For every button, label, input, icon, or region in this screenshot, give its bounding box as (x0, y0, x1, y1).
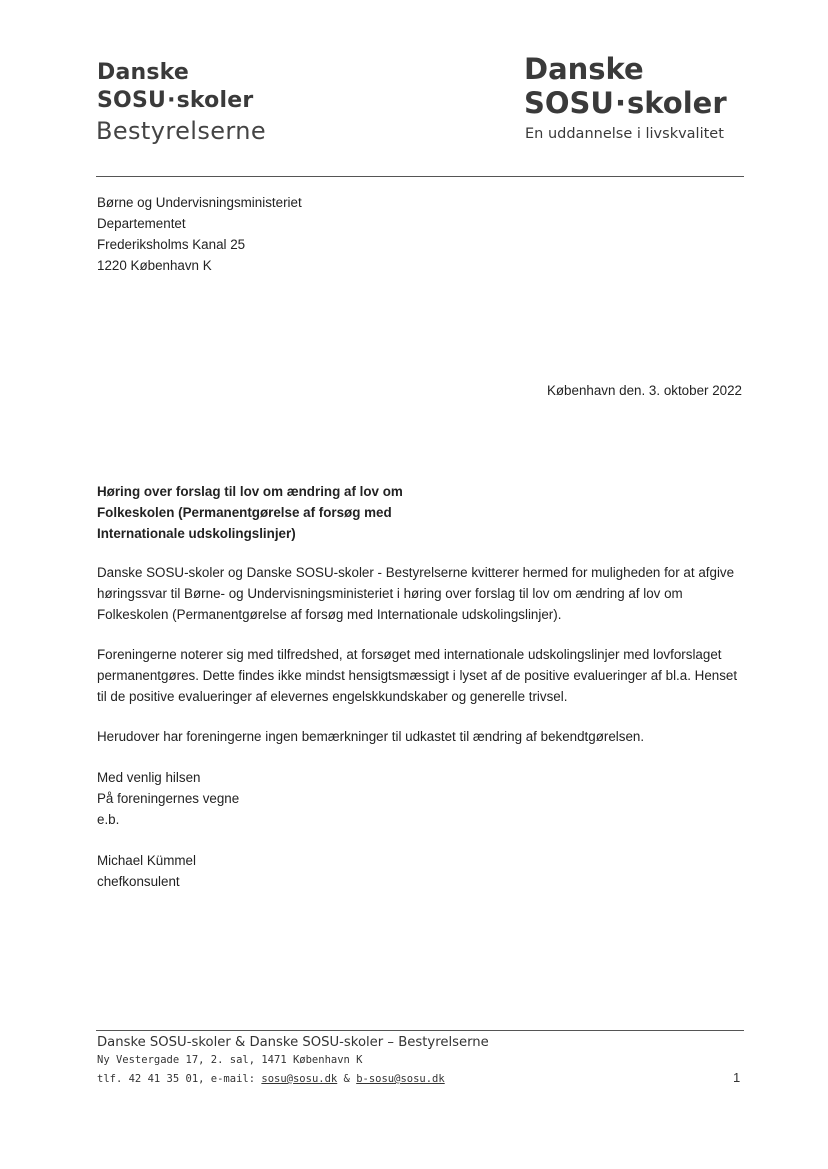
footer-address: Ny Vestergade 17, 2. sal, 1471 København K (97, 1054, 363, 1066)
footer-divider (96, 1030, 744, 1031)
paragraph-line: Foreningerne noterer sig med tilfredshed, at forsøget med internationale udskolingslinjer med lovforslaget (97, 647, 722, 662)
paragraph-line: høringssvar til Børne- og Undervisningsministeriet i høring over forslag til lov om ændring af lov om (97, 586, 683, 601)
subject-line: Høring over forslag til lov om ændring af lov om (97, 484, 403, 499)
footer-amp: & (337, 1073, 357, 1085)
left-logo-sosu: SOSU (97, 88, 167, 113)
paragraph-line: til de positive evalueringer af elevernes engelskkundskaber og generelle trivsel. (97, 689, 568, 704)
subject-line: Folkeskolen (Permanentgørelse af forsøg med (97, 505, 392, 520)
left-logo-skoler: skoler (176, 88, 254, 113)
closing-line: Med venlig hilsen (97, 770, 201, 785)
email-link-sosu[interactable]: sosu@sosu.dk (261, 1073, 338, 1085)
left-logo-subtitle: Bestyrelserne (96, 117, 267, 145)
recipient-address (97, 192, 302, 276)
recipient-line: 1220 København K (97, 258, 212, 273)
left-logo-dot: · (167, 88, 176, 113)
right-logo-tagline: En uddannelse i livskvalitet (525, 126, 724, 142)
right-logo-line2 (524, 86, 727, 120)
paragraph-line: permanentgøres. Dette findes ikke mindst hensigtsmæssigt i lyset af de positive evalueringer af bl.a. Henset (97, 668, 738, 683)
header-divider (96, 176, 744, 177)
signer-block (97, 850, 196, 892)
closing-line: På foreningernes vegne (97, 791, 240, 806)
letter-subject (97, 481, 403, 544)
paragraph-line: Herudover har foreningerne ingen bemærkninger til udkastet til ændring af bekendtgørelsen. (97, 729, 645, 744)
paragraph-line: Danske SOSU-skoler og Danske SOSU-skoler - Bestyrelserne kvitterer hermed for muligheden for at afgive (97, 565, 735, 580)
left-logo-line1: Danske (97, 60, 190, 85)
body-paragraph-3 (97, 726, 644, 747)
right-logo-sosu: SOSU (524, 86, 614, 120)
subject-line: Internationale udskolingslinjer) (97, 526, 296, 541)
right-logo-dot: · (614, 86, 627, 120)
footer-contact (97, 1073, 445, 1085)
footer-phone: tlf. 42 41 35 01, e-mail: (97, 1073, 262, 1085)
letter-date: København den. 3. oktober 2022 (546, 383, 742, 398)
closing-block (97, 767, 239, 830)
recipient-line: Departementet (97, 216, 186, 231)
right-logo-skoler: skoler (627, 86, 727, 120)
signer-name: Michael Kümmel (97, 853, 196, 868)
page-number: 1 (733, 1070, 741, 1085)
left-logo-line2 (97, 88, 253, 113)
body-paragraph-2 (97, 644, 737, 707)
signer-title: chefkonsulent (97, 874, 180, 889)
email-link-b-sosu[interactable]: b-sosu@sosu.dk (356, 1073, 445, 1085)
recipient-line: Frederiksholms Kanal 25 (97, 237, 246, 252)
recipient-line: Børne og Undervisningsministeriet (97, 195, 302, 210)
right-logo-line1: Danske (524, 52, 644, 86)
closing-line: e.b. (97, 812, 120, 827)
paragraph-line: Folkeskolen (Permanentgørelse af forsøg med Internationale udskolingslinjer). (97, 607, 562, 622)
footer-organization: Danske SOSU-skoler & Danske SOSU-skoler – Bestyrelserne (97, 1035, 489, 1050)
body-paragraph-1 (97, 562, 734, 625)
